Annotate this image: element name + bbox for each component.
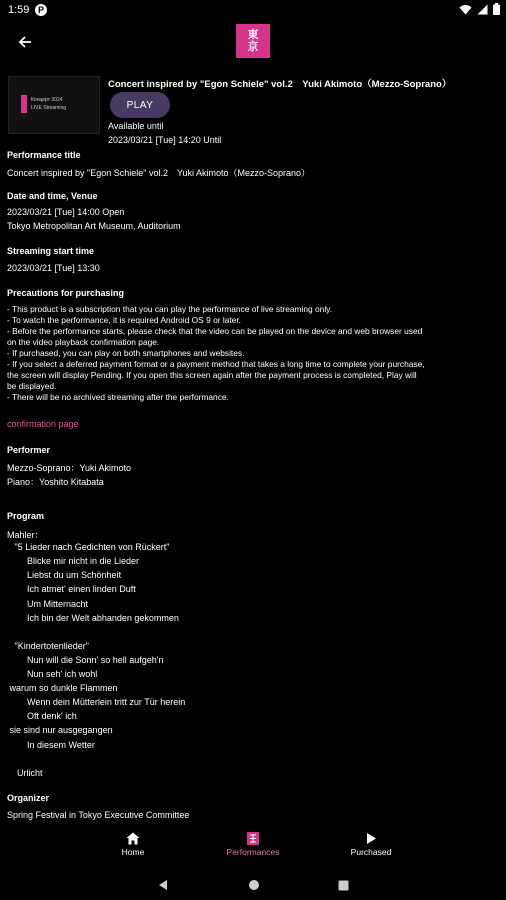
performance-header (8, 68, 498, 148)
program-line: Liebst du um Schönheit (7, 570, 122, 581)
program-line: warum so dunkle Flammen (7, 683, 118, 694)
home-icon (126, 832, 140, 845)
status-icons (459, 3, 500, 15)
program-line: Wenn dein Mütterlein tritt zur Tür herein (7, 697, 186, 708)
program-line: "5 Lieder nach Gedichten von Rückert" (7, 542, 170, 553)
logo-char: 京 (247, 40, 259, 53)
precaution-line: - If purchased, you can play on both smartphones and websites. (7, 348, 245, 358)
nav-home-label: Home (121, 847, 145, 857)
date-open-value: 2023/03/21 [Tue] 14:00 Open (7, 207, 125, 217)
organizer-label: Organizer (7, 793, 50, 803)
wifi-icon (459, 4, 472, 15)
venue-value: Tokyo Metropolitan Art Museum, Auditorium (7, 221, 181, 231)
program-line: In diesem Wetter (7, 739, 95, 750)
performance-thumbnail (8, 76, 100, 134)
program-line: Nun will die Sonn' so hell aufgeh'n (7, 654, 164, 665)
precaution-line: - Before the performance starts, please check that the video can be played on the device and web browser used (7, 326, 423, 336)
nav-home[interactable] (93, 832, 173, 857)
thumbnail-text: Концерт 2024 (31, 97, 63, 103)
performer-value: Mezzo-Soprano：Yuki Akimoto (7, 463, 132, 473)
circle-home-icon (248, 879, 260, 891)
program-line: Oft denk' ich (7, 711, 77, 722)
arrow-back-icon (18, 35, 32, 49)
app-notification-icon: P (35, 4, 47, 16)
program-line: Ich bin der Welt abhanden gekommen (7, 612, 179, 623)
precaution-line: - There will be no archived streaming after the performance. (7, 392, 229, 402)
performer-value: Piano：Yoshito Kitabata (7, 477, 104, 487)
system-navigation (0, 870, 506, 900)
status-time: 1:59 (8, 4, 30, 16)
system-recents-button[interactable] (338, 878, 349, 896)
precautions-label: Precautions for purchasing (7, 288, 125, 298)
precaution-line: - To watch the performance, it is required Android OS 9 or later. (7, 315, 241, 325)
thumbnail-accent (21, 95, 27, 113)
play-icon (365, 832, 377, 845)
program-line: Um Mitternacht (7, 598, 89, 609)
square-recents-icon (338, 880, 349, 891)
performance-detail[interactable] (0, 62, 506, 826)
performer-label: Performer (7, 445, 51, 455)
performance-name: Concert inspired by "Egon Schiele" vol.2 Yuki Akimoto（Mezzo-Soprano） (108, 79, 452, 90)
triangle-back-icon (158, 879, 168, 891)
nav-performances[interactable] (213, 832, 293, 857)
streaming-start-label: Streaming start time (7, 246, 95, 256)
precaution-line: be displayed. (7, 381, 57, 391)
performances-icon (247, 832, 259, 845)
program-line: Urlicht (7, 767, 43, 778)
app-bar (0, 24, 506, 60)
program-line: Mahler： (7, 530, 44, 540)
program-line: Nun seh' ich wohl (7, 669, 98, 679)
available-until-date: 2023/03/21 [Tue] 14:20 Until (108, 135, 222, 145)
organizer-value: Spring Festival in Tokyo Executive Committee (7, 810, 190, 820)
system-back-button[interactable] (158, 878, 168, 896)
nav-purchased-label: Purchased (350, 847, 392, 857)
back-button[interactable] (12, 30, 38, 54)
nav-purchased[interactable] (331, 832, 411, 857)
streaming-start-value: 2023/03/21 [Tue] 13:30 (7, 263, 100, 273)
app-logo (236, 24, 270, 58)
system-home-button[interactable] (248, 878, 260, 896)
precaution-line: - If you select a deferred payment format or a payment method that takes a long time to complete your purchase, (7, 359, 425, 369)
precaution-line: - This product is a subscription that you can play the performance of live streaming only. (7, 304, 333, 314)
available-until-label: Available until (108, 121, 164, 131)
status-bar (0, 0, 506, 24)
signal-icon (477, 4, 488, 15)
nav-performances-label: Performances (226, 847, 280, 857)
program-line: Ich atmet' einen linden Duft (7, 584, 136, 595)
program-line: sie sind nur ausgegangen (7, 725, 113, 736)
logo-char: 東 (247, 28, 259, 41)
program-label: Program (7, 511, 45, 521)
battery-icon (493, 3, 500, 15)
program-line: "Kindertotenlieder" (7, 640, 89, 651)
play-button[interactable]: PLAY (110, 92, 170, 118)
precaution-line: the screen will display Pending. If you open this screen again after the payment process is completed, Play will (7, 370, 417, 380)
date-venue-label: Date and time, Venue (7, 191, 98, 201)
thumbnail-text: LIVE Streaming (31, 105, 67, 111)
performance-title-label: Performance title (7, 150, 81, 160)
program-line: Blicke mir nicht in die Lieder (7, 556, 140, 567)
confirmation-page-link[interactable]: confirmation page (7, 419, 79, 429)
bottom-navigation (0, 826, 506, 870)
precaution-line: on the video playback confirmation page. (7, 337, 160, 347)
performance-title-value: Concert inspired by "Egon Schiele" vol.2 Yuki Akimoto（Mezzo-Soprano） (7, 168, 311, 178)
